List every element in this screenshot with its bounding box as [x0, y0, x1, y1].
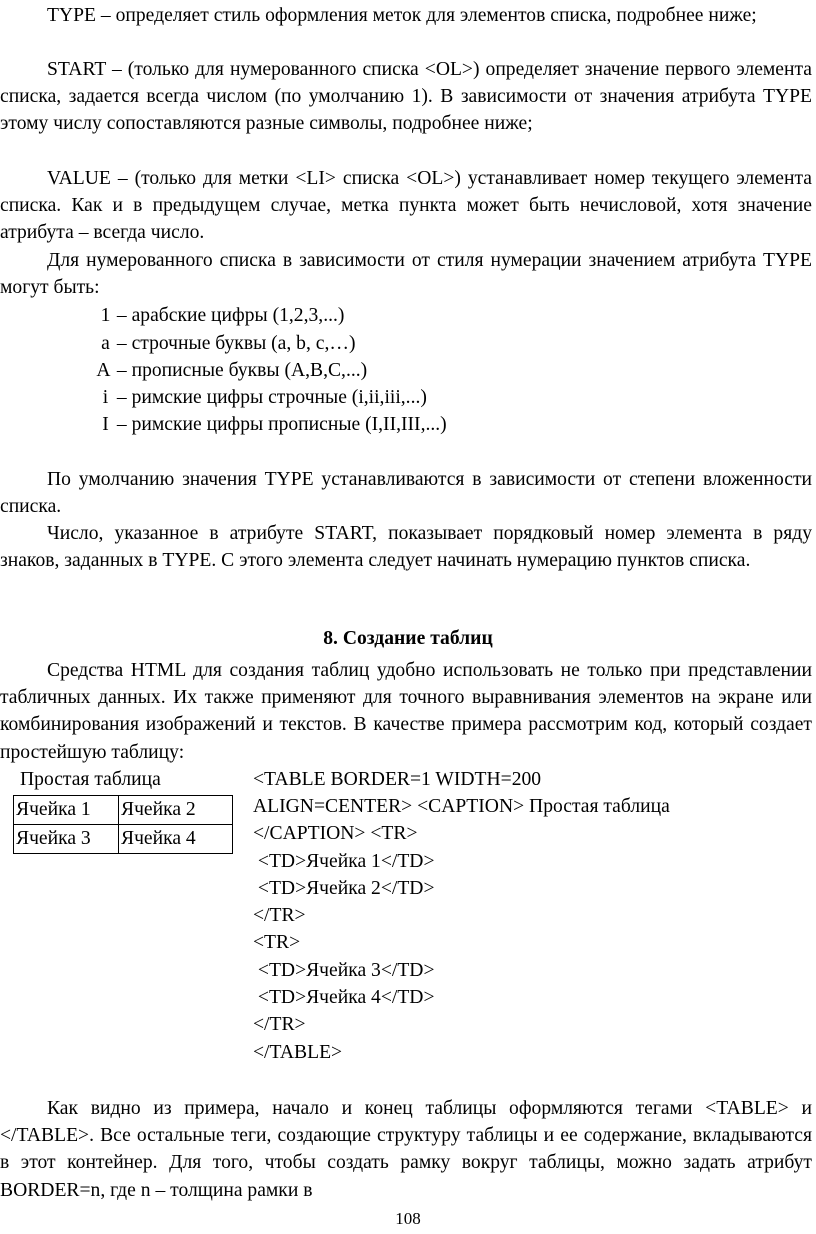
- type-value-desc: – строчные буквы (a, b, c,…): [116, 333, 356, 354]
- code-line: </TR>: [253, 905, 306, 926]
- paragraph-default-type: [0, 466, 812, 520]
- paragraph-text: Число, указанное в атрибуте START, показывает порядковый номер элемента в ряду знаков, заданных в TYPE. С этого элемента следует начинать нумерацию пунктов списка.: [0, 523, 812, 572]
- code-line: </TR>: [253, 1014, 306, 1035]
- type-value-item: [99, 384, 427, 411]
- demo-table: [13, 795, 233, 854]
- table-cell: Ячейка 4: [119, 825, 233, 854]
- paragraph-section-intro: [0, 657, 812, 766]
- type-value-desc: – римские цифры строчные (i,ii,iii,...): [116, 387, 427, 408]
- section-heading: 8. Создание таблиц: [323, 628, 493, 649]
- paragraph-type-attr: [0, 2, 812, 29]
- code-line: </TABLE>: [253, 1042, 343, 1063]
- paragraph-text: Для нумерованного списка в зависимости от стиля нумерации значением атрибута TYPE могут быть:: [0, 250, 812, 299]
- type-value-desc: – прописные буквы (A,B,C,...): [116, 360, 368, 381]
- code-line: <TABLE BORDER=1 WIDTH=200: [253, 769, 542, 790]
- table-cell: Ячейка 2: [119, 796, 233, 825]
- paragraph-text: START – (только для нумерованного списка <OL>) определяет значение первого элемента списка, задается всегда числом (по умолчанию 1). В зависимости от значения атрибута TYPE этому числу сопоставляются разные символы, подробнее ниже;: [0, 59, 812, 135]
- type-value-desc: – арабские цифры (1,2,3,...): [116, 305, 345, 326]
- type-value-item: [99, 411, 447, 438]
- type-value-desc: – римские цифры прописные (I,II,III,...): [116, 414, 447, 435]
- type-value-key: A: [96, 360, 111, 381]
- page-number: 108: [395, 1209, 421, 1228]
- paragraph-numbered-intro: [0, 247, 812, 301]
- type-value-item: [95, 357, 367, 384]
- table-cell: Ячейка 3: [14, 825, 119, 854]
- paragraph-closing: [0, 1095, 812, 1204]
- paragraph-text: Как видно из примера, начало и конец таблицы оформляются тегами <TABLE> и </TABLE>. Все остальные теги, создающие структуру таблицы и ее содержание, вкладываются в этот контейнер. Для того, чтобы создать рамку вокруг таблицы, можно задать атрибут BORDER=n, где n – толщина рамки в: [0, 1098, 812, 1201]
- paragraph-text: По умолчанию значения TYPE устанавливаются в зависимости от степени вложенности списка.: [0, 469, 812, 518]
- type-value-item: [99, 330, 355, 357]
- paragraph-text: VALUE – (только для метки <LI> списка <OL>) устанавливает номер текущего элемента списка. Как и в предыдущем случае, метка пункта может быть нечисловой, хотя значение атрибута – всегда число.: [0, 168, 812, 244]
- code-line: </CAPTION> <TR>: [253, 823, 418, 844]
- paragraph-start-attr: [0, 56, 812, 138]
- type-value-key: 1: [100, 305, 111, 326]
- paragraph-text: Средства HTML для создания таблиц удобно использовать не только при представлении табличных данных. Их также применяют для точного выравнивания элементов на экране или комбинирования изображений и текстов. В качестве примера рассмотрим код, который создает простейшую таблицу:: [0, 660, 812, 763]
- code-line: <TD>Ячейка 3</TD>: [253, 960, 435, 981]
- type-value-key: I: [102, 414, 109, 435]
- type-value-key: a: [101, 333, 110, 354]
- paragraph-text: TYPE – определяет стиль оформления меток для элементов списка, подробнее ниже;: [47, 5, 757, 26]
- type-value-key: i: [102, 387, 109, 408]
- table-row: [14, 796, 233, 825]
- code-line: <TD>Ячейка 2</TD>: [253, 878, 435, 899]
- demo-table-caption: Простая таблица: [20, 769, 161, 790]
- type-value-item: [99, 302, 344, 329]
- code-line: <TD>Ячейка 4</TD>: [253, 987, 435, 1008]
- table-cell: Ячейка 1: [14, 796, 119, 825]
- code-line: ALIGN=CENTER> <CAPTION> Простая таблица: [253, 796, 670, 817]
- table-row: [14, 825, 233, 854]
- paragraph-start-number: [0, 520, 812, 574]
- code-line: <TR>: [253, 932, 301, 953]
- code-line: <TD>Ячейка 1</TD>: [253, 851, 435, 872]
- paragraph-value-attr: [0, 165, 812, 247]
